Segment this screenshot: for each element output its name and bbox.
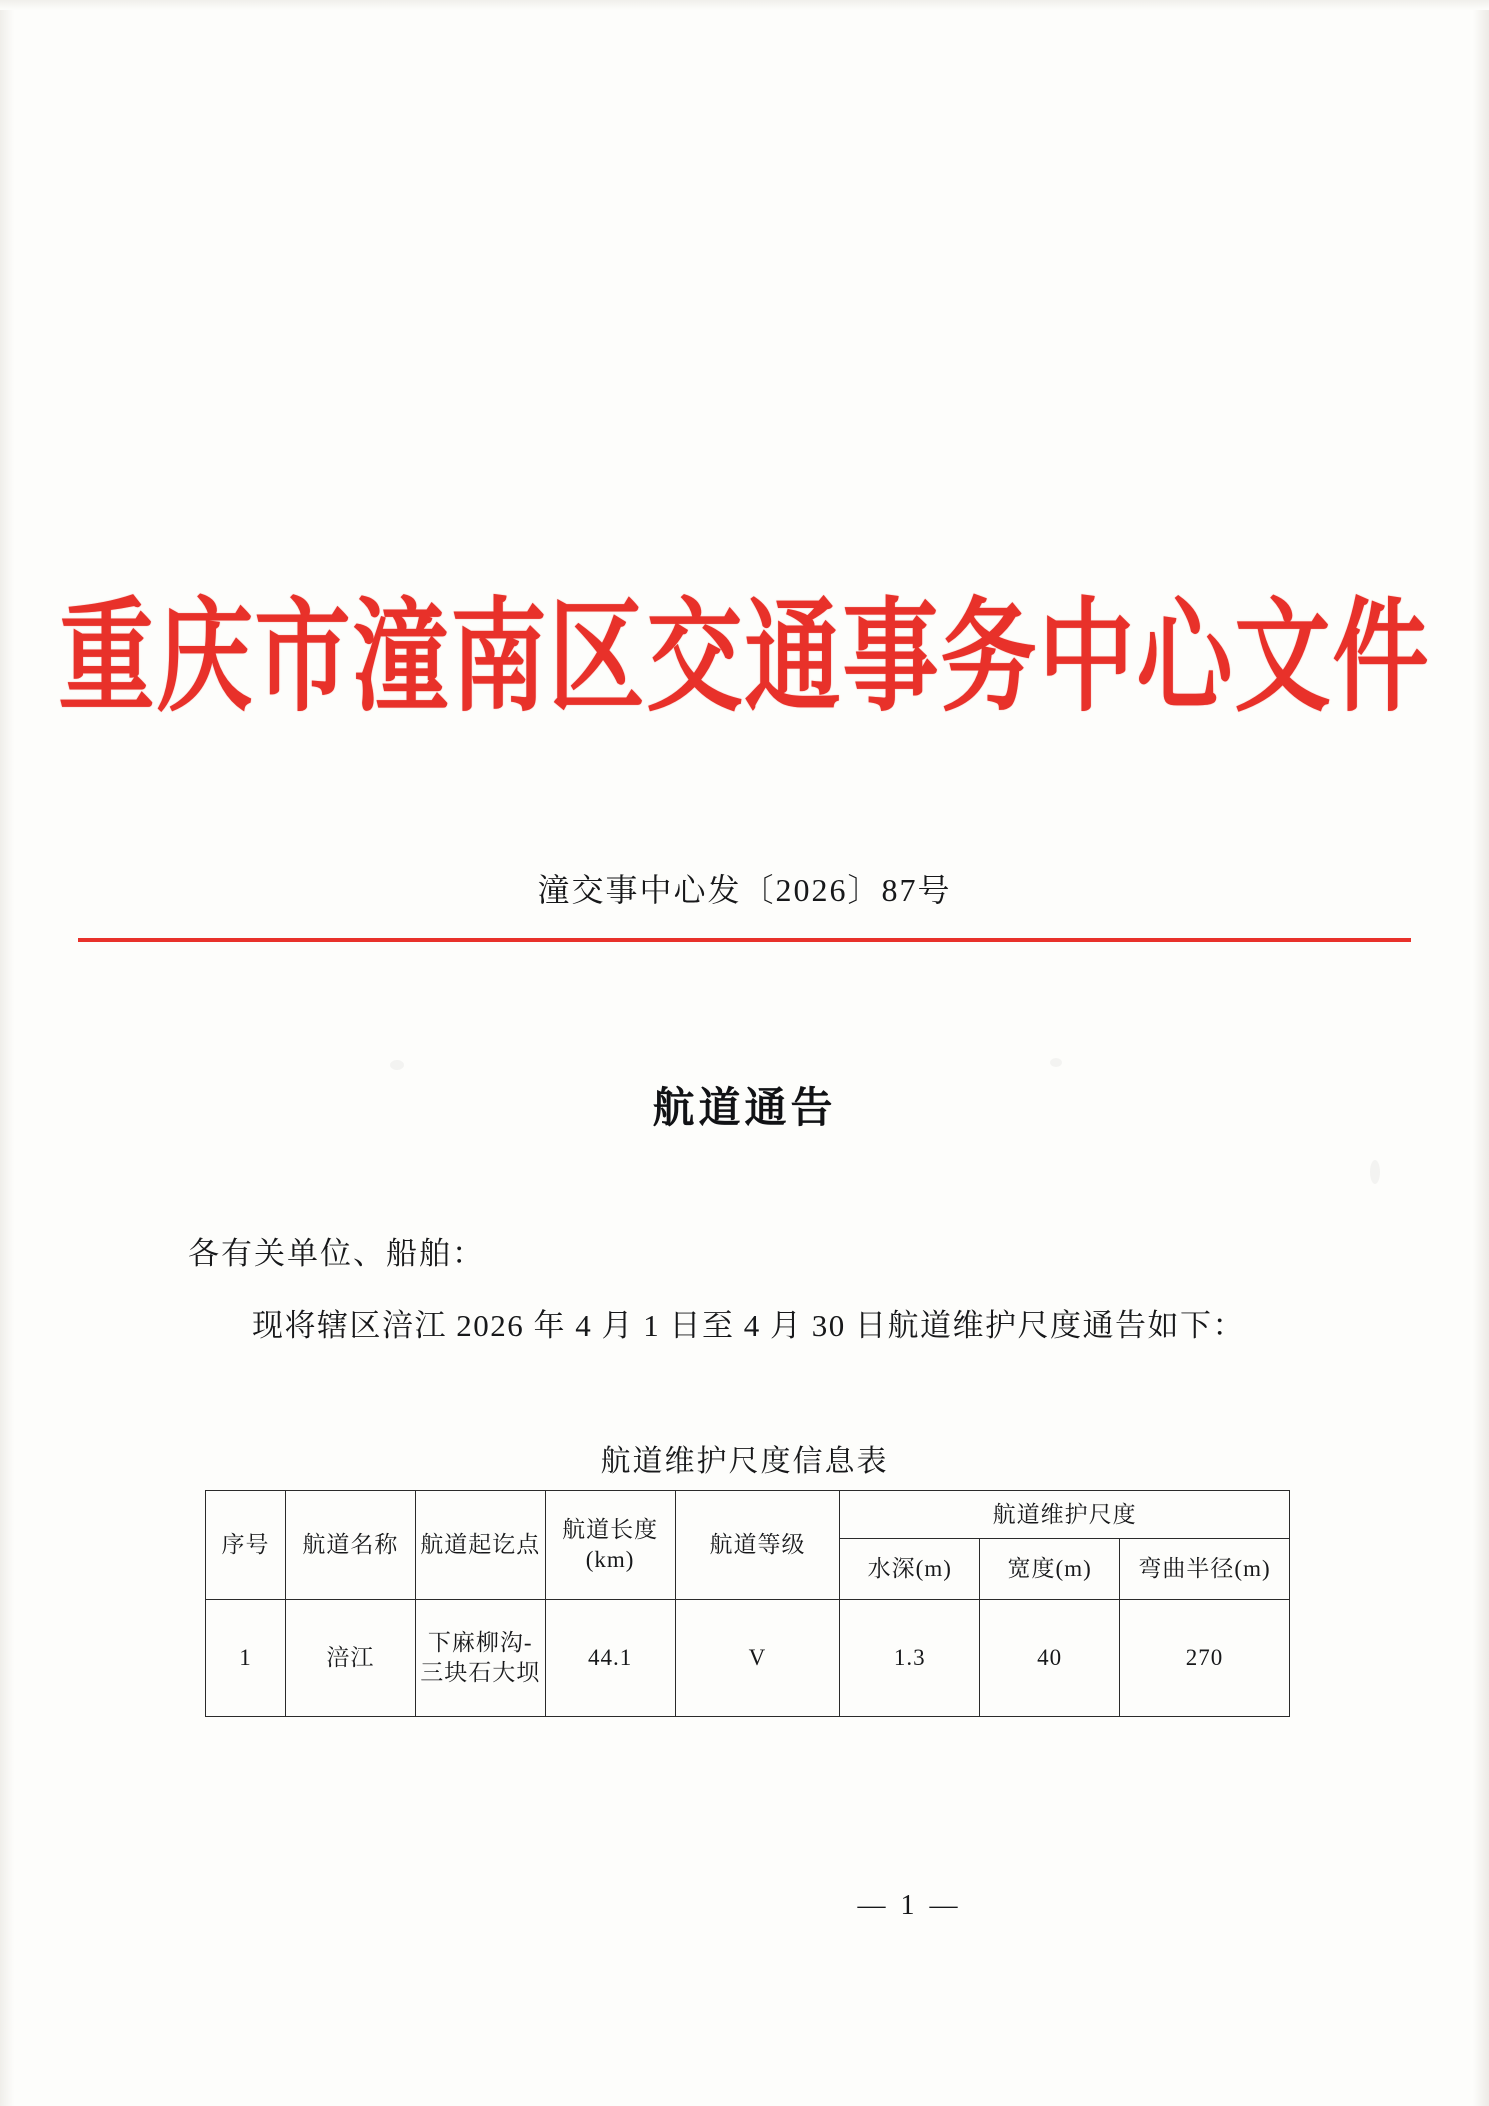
- header-cell-width: 宽度(m): [980, 1539, 1120, 1600]
- salutation-text: 各有关单位、船舶：: [188, 1236, 485, 1271]
- cell-radius: 270: [1120, 1600, 1290, 1717]
- paper-smudge: [1050, 1058, 1062, 1067]
- cell-depth: 1.3: [840, 1600, 980, 1717]
- red-divider-rule: [78, 938, 1411, 942]
- paper-edge-top: [0, 0, 1489, 10]
- header-cell-index: 序号: [206, 1491, 286, 1600]
- cell-name: 涪江: [285, 1600, 415, 1717]
- header-cell-grade: 航道等级: [675, 1491, 840, 1600]
- header-cell-group-maintenance: 航道维护尺度: [840, 1491, 1290, 1539]
- header-cell-length: 航道长度(km): [545, 1491, 675, 1600]
- cell-width: 40: [980, 1600, 1120, 1717]
- document-number: 潼交事中心发〔2026〕87号: [537, 872, 952, 908]
- cell-length: 44.1: [545, 1600, 675, 1717]
- paper-smudge: [1370, 1160, 1380, 1184]
- header-cell-segment: 航道起讫点: [415, 1491, 545, 1600]
- table-group-header-row: [206, 1491, 1290, 1539]
- channel-maintenance-table: [205, 1490, 1290, 1717]
- page-title: 航道通告: [652, 1086, 837, 1132]
- table-caption: 航道维护尺度信息表: [600, 1445, 889, 1478]
- cell-segment: 下麻柳沟-三块石大坝: [415, 1600, 545, 1717]
- document-masthead: 重庆市潼南区交通事务中心文件: [58, 584, 1431, 729]
- cell-index: 1: [206, 1600, 286, 1717]
- header-cell-radius: 弯曲半径(m): [1120, 1539, 1290, 1600]
- header-cell-depth: 水深(m): [840, 1539, 980, 1600]
- paper-edge-right: [1473, 0, 1489, 2106]
- header-cell-name: 航道名称: [285, 1491, 415, 1600]
- page-number: — 1 —: [857, 1890, 962, 1921]
- table-row: [206, 1600, 1290, 1717]
- paper-smudge: [390, 1060, 404, 1070]
- cell-grade: V: [675, 1600, 840, 1717]
- body-paragraph: 现将辖区涪江 2026 年 4 月 1 日至 4 月 30 日航道维护尺度通告如下：: [252, 1308, 1245, 1343]
- paper-edge-left: [0, 0, 14, 2106]
